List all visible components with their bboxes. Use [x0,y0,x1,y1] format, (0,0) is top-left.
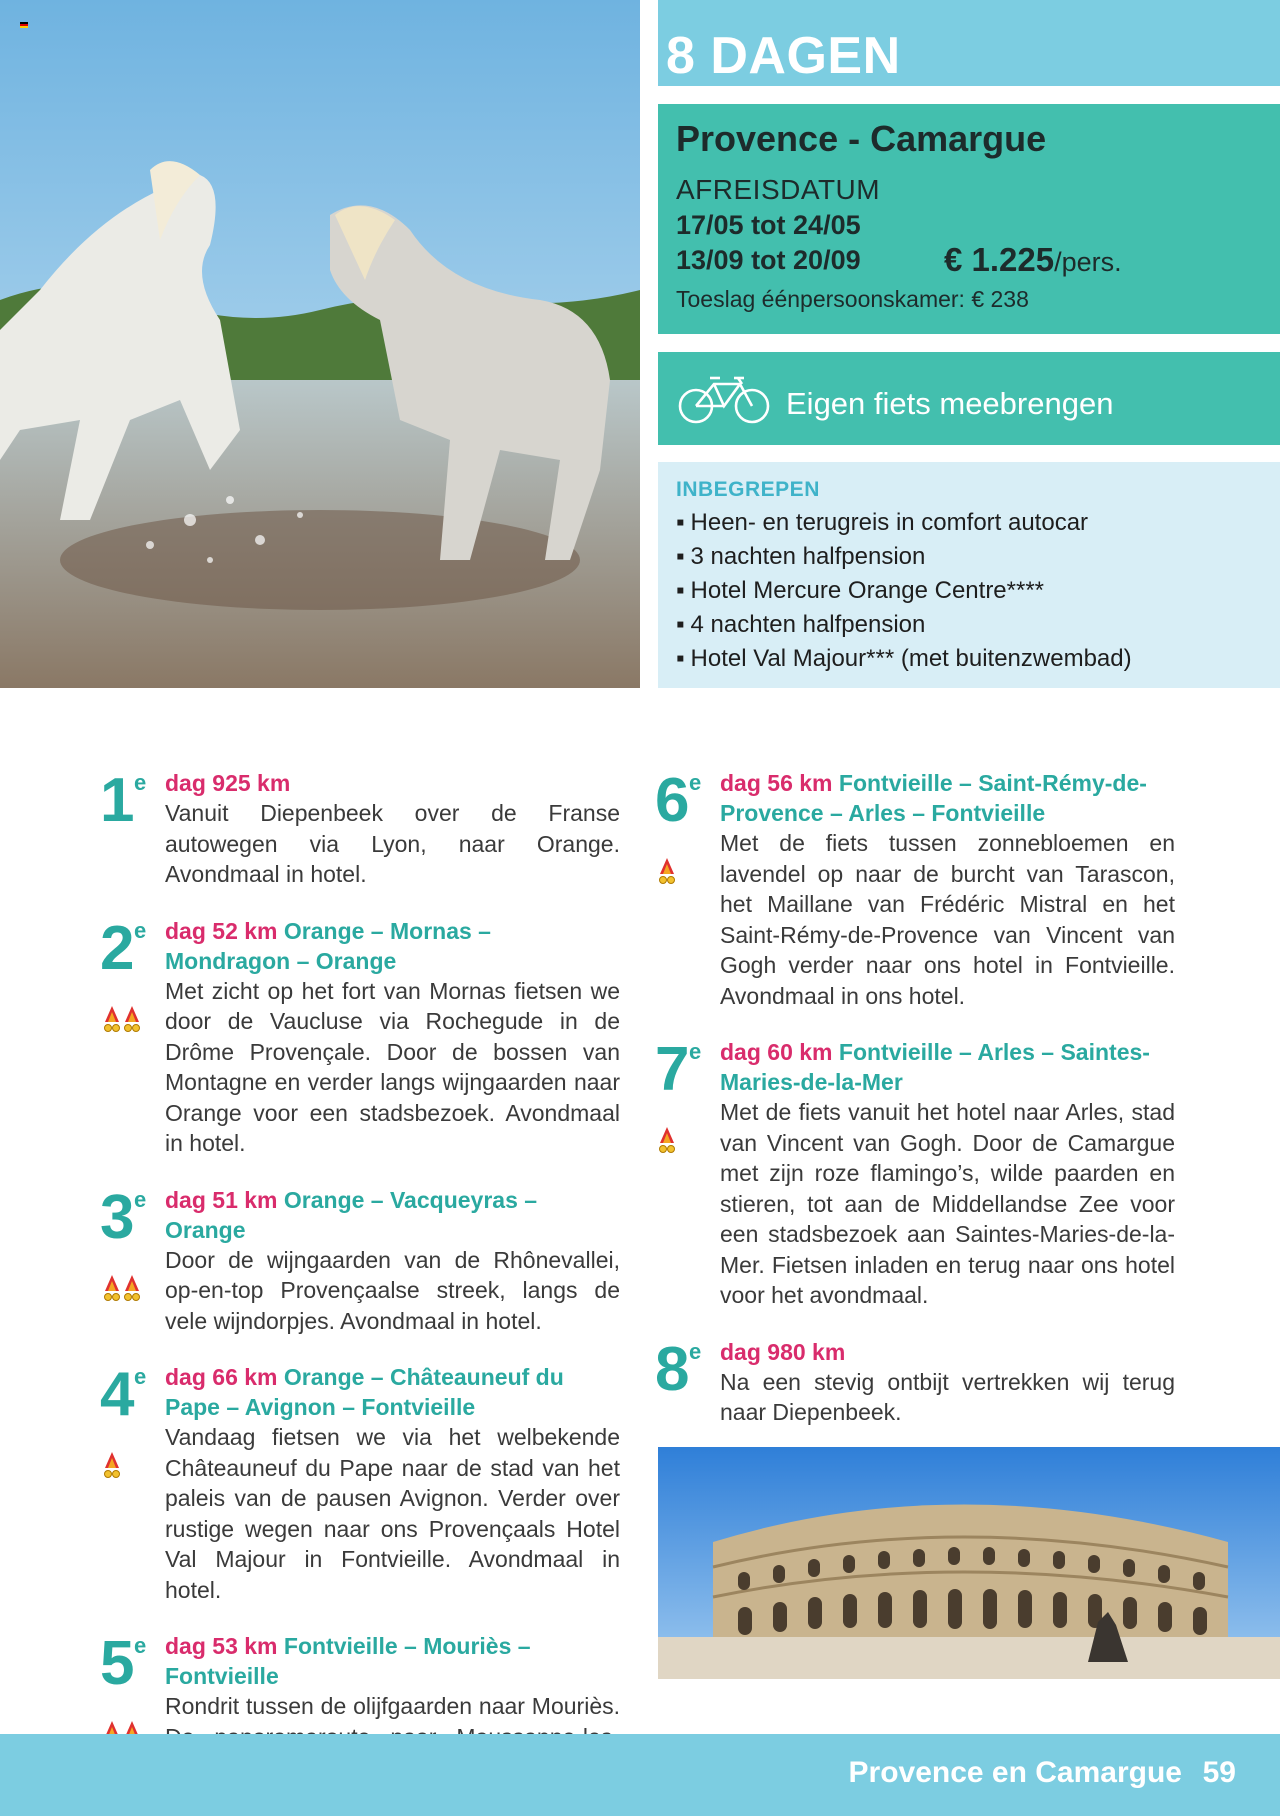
day-number: 1 e [100,766,147,835]
section-name: Provence en Camargue [848,1756,1182,1789]
departure-date: 13/09 tot 20/09 [676,245,861,275]
day-description: Door de wijngaarden van de Rhônevallei, op-en-top Provençaalse streek, langs de vele wijndorpjes. Avondmaal in hotel. [165,1246,620,1334]
day-entry [655,1334,1175,1428]
day-entry [100,1362,620,1605]
own-bike-notice [658,352,1280,445]
itinerary-left-column [100,768,620,1816]
price-box [658,104,1280,334]
day-entry [655,768,1175,1011]
list-item: ▪ 3 nachten halfpension [676,540,1262,574]
day-number: 3 e [100,1182,147,1252]
day-description: Na een stevig ontbijt vertrekken wij terug naar Diepenbeek. [720,1368,1175,1425]
bicycle-icon [676,372,772,426]
day-description: Met de fiets vanuit het hotel naar Arles, stad van Vincent van Gogh. Door de Camargue met zijn roze flamingo’s, wilde paarden en stieren, tot aan de Middellandse Zee voor een stadsbezoek aan Saintes-Maries-de-la-Mer. Fietsen inladen en terug naar ons hotel voor het avondmaal. [720,1099,1175,1308]
difficulty-icon [102,1273,146,1307]
trip-title: Provence - Camargue [676,118,1047,159]
included-box [658,462,1280,688]
flag-icon [20,22,28,28]
day-description: Met zicht op het fort van Mornas fietsen we door de Vaucluse via Rochegude in de Drôme Provençale. Door de bossen van Montagne en verder langs wijngaarden naar Orange voor een stadsbezoek. Avondmaal in hotel. [165,977,620,1156]
day-entry [100,768,620,890]
included-list [676,506,1262,676]
own-bike-label: Eigen fiets meebrengen [786,385,1114,421]
day-heading: dag 56 km Fontvieille – Saint-Rémy-de-Provence – Arles – Fontvieille [720,770,1147,826]
list-item: ▪ Hotel Val Majour*** (met buitenzwembad) [676,642,1262,676]
itinerary-right-column [655,768,1175,1454]
difficulty-icon [102,1450,146,1484]
day-description: Vandaag fietsen we via het welbekende Châteauneuf du Pape naar de stad van het paleis van de pausen Avignon. Verder over rustige wegen naar ons Provençaals Hotel Val Majour in Fontvieille. Avondmaal in hotel. [165,1424,620,1603]
day-heading: dag 52 km Orange – Mornas – Mondragon – Orange [165,917,491,974]
arena-photo-nimes [658,1447,1280,1679]
day-number: 7 e [655,1035,702,1104]
difficulty-icon [102,1004,146,1038]
included-title: INBEGREPEN [676,478,820,501]
day-description: Vanuit Diepenbeek over de Franse autowegen via Lyon, naar Orange. Avondmaal in hotel. [165,800,620,887]
day-entry [100,1182,620,1337]
departure-date: 17/05 tot 24/05 [676,210,861,240]
departure-label: AFREISDATUM [676,174,881,205]
day-heading: dag 53 km Fontvieille – Mouriès – Fontvieille [165,1633,531,1689]
day-number: 8 e [655,1334,702,1404]
day-number: 4 e [100,1360,147,1429]
day-description: Rondrit tussen de olijfgaarden naar Mouriès. [165,1693,620,1719]
page-number: 59 [1202,1756,1236,1789]
day-heading: dag 60 km Fontvieille – Arles – Saintes-Maries-de-la-Mer [720,1039,1150,1095]
price [944,241,1122,279]
difficulty-icon [657,1125,701,1159]
day-number: 5 e [100,1629,147,1698]
day-number: 6 e [655,766,702,835]
day-heading: dag 980 km [720,1338,846,1365]
hero-photo-camargue-horses [0,0,640,688]
list-item: ▪ 4 nachten halfpension [676,608,1262,642]
departure-date-row [676,241,1262,278]
duration-banner [658,0,1280,86]
price-unit: /pers. [1054,247,1122,277]
page-footer [0,1734,1280,1816]
single-room-supplement: Toeslag éénpersoonskamer: € 238 [676,286,1029,312]
day-description: Met de fiets tussen zonnebloemen en lavendel op naar de burcht van Tarascon, het Maillane van Frédéric Mistral en het Saint-Rémy-de-Provence van Vincent van Gogh verder naar ons hotel in Fontvieille. Avondmaal in ons hotel. [720,830,1175,1009]
difficulty-icon [657,856,701,890]
day-heading: dag 51 km Orange – Vacqueyras – Orange [165,1186,538,1243]
list-item: ▪ Hotel Mercure Orange Centre**** [676,574,1262,608]
price-amount: € 1.225 [944,241,1055,278]
list-item: ▪ Heen- en terugreis in comfort autocar [676,506,1262,540]
day-heading: dag 66 km Orange – Châteauneuf du Pape – Avignon – Fontvieille [165,1364,564,1420]
day-entry [100,913,620,1159]
day-number: 2 e [100,913,147,983]
duration-title: 8 DAGEN [666,27,901,85]
day-entry [655,1037,1175,1311]
day-heading: dag 925 km [165,770,291,796]
